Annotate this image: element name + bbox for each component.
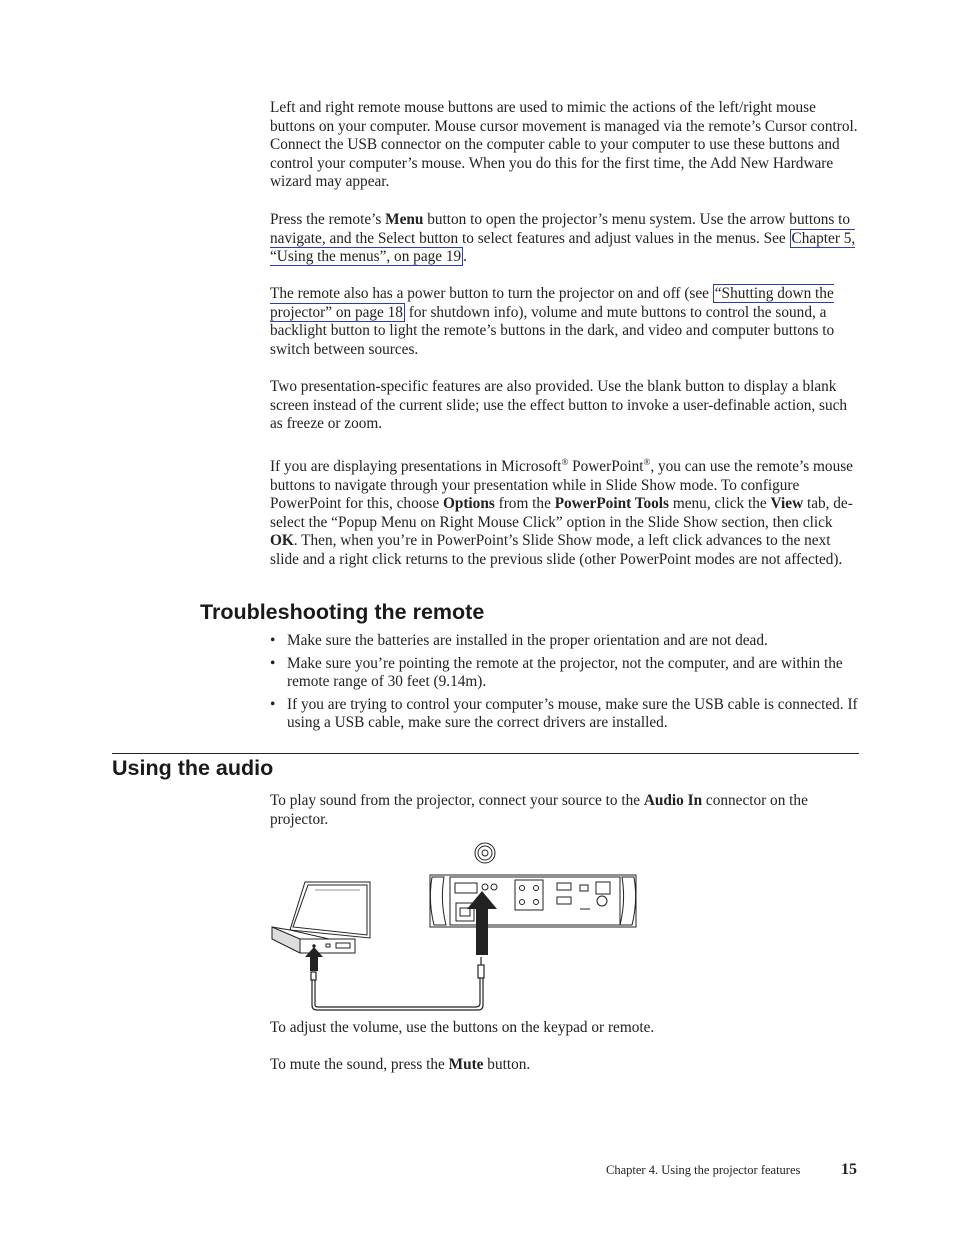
paragraph-mute	[270, 1056, 862, 1075]
bold-term: View	[770, 495, 804, 513]
text: for shutdown info), volume and mute buttons to control the sound, a backlight button to light the remote’s buttons in the dark, and video and computer buttons to switch between sources.	[270, 303, 835, 358]
bold-term: Menu	[385, 211, 424, 228]
list-item	[270, 655, 862, 692]
bold-term: OK	[270, 532, 294, 550]
list-item-text: Make sure you’re pointing the remote at the projector, not the computer, and are within the remote range of 30 feet (9.14m).	[287, 654, 843, 691]
text: Press the remote’s	[270, 211, 386, 228]
page-number: 15	[841, 1161, 857, 1178]
paragraph-audio-in	[270, 792, 862, 829]
paragraph-adjust-volume: To adjust the volume, use the buttons on the keypad or remote.	[270, 1019, 655, 1036]
text: menu, click the	[669, 495, 771, 513]
list-item-text: If you are trying to control your computer’s mouse, make sure the USB cable is connected. If using a USB cable, make sure the correct drivers are installed.	[287, 695, 858, 732]
text: PowerPoint	[568, 458, 644, 476]
footer-chapter-title: Chapter 4. Using the projector features	[606, 1163, 801, 1177]
paragraph-remote-mouse: Left and right remote mouse buttons are used to mimic the actions of the left/right mouse buttons on your computer. Mouse cursor movement is managed via the remote’s Cursor control. Connect the USB connector on the computer cable to your computer to use these buttons and control your computer’s mouse. When you do this for the first time, the Add New Hardware wizard may appear.	[270, 99, 858, 191]
paragraph-power-button	[270, 285, 862, 359]
bullet-icon: •	[270, 632, 276, 649]
text: tab, de-select the “Popup Menu on Right Mouse Click” option in the Slide Show section, then click	[270, 495, 853, 531]
link-shutting-down[interactable]: “Shutting down the projector” on page 18	[270, 285, 834, 321]
list-item	[270, 696, 862, 733]
heading-troubleshooting: Troubleshooting the remote	[200, 600, 485, 624]
heading-using-audio: Using the audio	[112, 756, 274, 780]
paragraph-powerpoint	[270, 453, 862, 570]
list-item	[270, 632, 862, 651]
bold-term: Audio In	[643, 792, 703, 809]
text: If you are displaying presentations in Microsoft	[270, 458, 562, 476]
text: .	[463, 248, 467, 266]
laptop-illustration	[272, 882, 370, 953]
text: To mute the sound, press the	[270, 1056, 449, 1073]
text: from the	[494, 495, 555, 513]
bullet-icon: •	[270, 654, 276, 672]
bold-term: Mute	[448, 1056, 484, 1073]
registered-mark: ®	[643, 457, 651, 467]
paragraph-menu-button	[270, 211, 862, 267]
paragraph-presentation-features: Two presentation-specific features are also provided. Use the blank button to display a blank screen instead of the current slide; use the effect button to invoke a user-definable action, such as freeze or zoom.	[270, 378, 848, 433]
bullet-icon: •	[270, 695, 276, 713]
link-chapter-5[interactable]: Chapter 5, “Using the menus”, on page 19	[270, 229, 856, 266]
text: button to open the projector’s menu system. Use the arrow buttons to navigate, and the Select button to select features and adjust values in the menus. See	[270, 211, 851, 247]
section-divider	[112, 753, 859, 754]
text: . Then, when you’re in PowerPoint’s Slide Show mode, a left click advances to the next slide and a right click returns to the previous slide (other PowerPoint modes are not affected).	[270, 532, 843, 569]
audio-cable	[311, 957, 484, 1010]
projector-illustration	[430, 843, 636, 927]
registered-mark: ®	[561, 457, 569, 467]
list-item-text: Make sure the batteries are installed in the proper orientation and are not dead.	[287, 632, 768, 649]
text: button.	[483, 1056, 531, 1073]
text: connector on the projector.	[270, 792, 808, 828]
audio-connection-diagram	[260, 835, 650, 1015]
bold-term: PowerPoint Tools	[554, 495, 670, 513]
text: , you can use the remote’s mouse buttons to navigate through your presentation while in Slide Show mode. To configure PowerPoint for this, choose	[270, 458, 853, 513]
bold-term: Options	[442, 495, 495, 513]
text: The remote also has a power button to turn the projector on and off (see	[270, 285, 713, 302]
troubleshooting-list	[270, 632, 862, 737]
text: To play sound from the projector, connect your source to the	[270, 792, 644, 809]
